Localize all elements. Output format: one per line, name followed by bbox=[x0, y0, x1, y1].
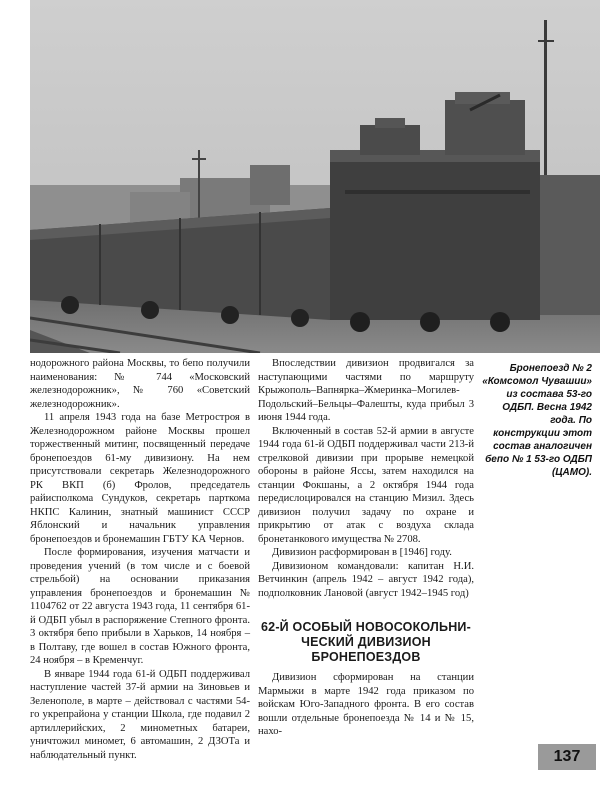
paragraph: Дивизион расформирован в [1946] году. bbox=[272, 547, 452, 558]
paragraph: Дивизионом командовали: капитан Н.И. Ветчинкин (апрель 1942 – август 1942 года), подполковник Лановой (август 1942–1945 год) bbox=[258, 560, 474, 599]
photo-caption: Бронепоезд № 2 «Комсомол Чувашии» из состава 53-го ОДБП. Весна 1942 года. По конструкции этот состав аналогичен бепо № 1 53-го ОДБП (ЦАМО). bbox=[482, 363, 592, 478]
paragraph: Включенный в состав 52-й армии в августе 1944 года 61-й ОДБП поддерживал части 213-й стрелковой дивизии при прорыве немецкой обороны в районе Яссы, затем находился на станции Фокшаны, а 2 октября 1944 года передислоцировался на станцию Мизил. Здесь дивизион получил задачу по охране и прикрытию от атак с воздуха склада бронетанкового имущества № 2708. bbox=[258, 425, 474, 545]
section-heading-line: БРОНЕПОЕЗДОВ bbox=[311, 650, 421, 664]
section-heading-line: 62-Й ОСОБЫЙ НОВОСОКОЛЬНИ- bbox=[261, 620, 471, 634]
paragraph: После формирования, изучения матчасти и проведения учений (в том числе и с боевой стрельбой) на основании приказания управления бронепоездов и бронемашин № 1104762 от 22 августа 1943 года, 11 сентября 61-й ОДБП убыл в распоряжение Степного фронта. 3 октября бепо прибыли в Харьков, 14 ноября – в Полтаву, где вошел в состав Южного фронта, 24 ноября – в Кременчуг. bbox=[30, 547, 250, 666]
left-text-column bbox=[30, 357, 250, 762]
section-heading bbox=[258, 620, 474, 665]
paragraph: нодорожного района Москвы, то бепо получили наименования: № 744 «Московский железнодорожник», № 760 «Советский железнодорожник». bbox=[30, 358, 250, 410]
page-number-box bbox=[538, 744, 596, 770]
paragraph: 11 апреля 1943 года на базе Метростроя в Железнодорожном районе Москвы прошел торжественный митинг, посвященный передаче бронепоездов 61-му дивизиону. На нем присутствовали секретарь Железнодорожного РК ВКП (б) Фролов, председатель райисполкома Сундуков, секретарь парткома НКПС Калинин, знатный машинист СССР Яблонский и начальник управления бронепоездов и бронемашин ГБТУ КА Чернов. bbox=[30, 412, 250, 545]
middle-text-column bbox=[258, 357, 474, 739]
page-number: 137 bbox=[553, 748, 581, 765]
paragraph: Впоследствии дивизион продвигался за наступающими частями по маршруту Крыжополь–Вапнярка–Жмеринка–Могилев-Подольский–Бельцы–Фалешты, куда прибыл 3 июня 1944 года. bbox=[258, 358, 474, 423]
paragraph: Дивизион сформирован на станции Мармыжи в марте 1942 года приказом по войскам Юго-Западного фронта. В его состав вошли отдельные бронепоезда № 14 и № 15, нахо- bbox=[258, 672, 474, 737]
section-heading-line: ЧЕСКИЙ ДИВИЗИОН bbox=[301, 635, 431, 649]
paragraph: В январе 1944 года 61-й ОДБП поддерживал наступление частей 37-й армии на Зиновьев и Зеленополе, в марте – действовал с частями 54-го укрепрайона у станции Школа, где подавил 2 артиллерийских, 2 минометных батареи, уничтожил миномет, 6 автомашин, 2 ДЗОТа и наблюдательный пункт. bbox=[30, 668, 250, 761]
armored-train-photo bbox=[30, 0, 600, 353]
